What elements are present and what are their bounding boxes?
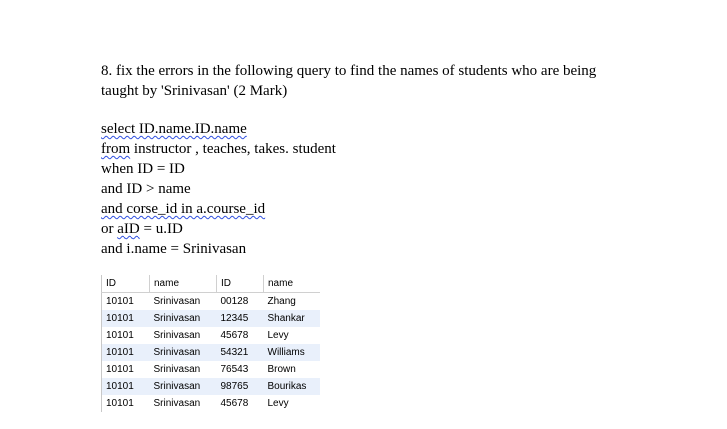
query-line-select	[101, 119, 336, 139]
question-text	[101, 61, 661, 101]
query-or-rest: = u.ID	[139, 221, 183, 237]
table-row	[102, 344, 321, 361]
table-row	[102, 395, 321, 412]
cell-name: Srinivasan	[150, 344, 217, 361]
query-line-and-2	[101, 199, 336, 219]
column-header-name: name	[150, 275, 217, 293]
cell-id-2: 00128	[220, 296, 249, 307]
cell-id: 10101	[102, 344, 150, 361]
cell-name-2: Zhang	[267, 296, 296, 307]
cell-id-2: 12345	[217, 310, 264, 327]
query-or-field: aID	[117, 221, 140, 237]
cell-id-2: 54321	[217, 344, 264, 361]
query-when-text: when ID = ID	[101, 161, 185, 177]
cell-id: 10101	[102, 293, 150, 311]
cell-name-2: Bourikas	[264, 378, 321, 395]
query-line-when	[101, 159, 336, 179]
question-line-1: 8. fix the errors in the following query to find the names of students who are being	[101, 63, 597, 79]
query-line-and-1	[101, 179, 336, 199]
cell-name-2: Brown	[267, 364, 296, 375]
query-line-or	[101, 219, 336, 239]
cell-name: Srinivasan	[153, 364, 201, 375]
cell-id-2: 45678	[220, 398, 249, 409]
cell-name: Srinivasan	[153, 296, 201, 307]
table-row	[102, 327, 321, 344]
table-row	[102, 310, 321, 327]
table-row	[102, 361, 321, 378]
cell-name-2: Levy	[267, 398, 289, 409]
query-line-and-3	[101, 239, 336, 259]
cell-id-2: 45678	[220, 330, 249, 341]
cell-name: Srinivasan	[153, 330, 201, 341]
cell-name-2: Shankar	[264, 310, 321, 327]
query-and-2-text: and corse_id in a.course_id	[101, 201, 266, 217]
table-row	[102, 293, 321, 311]
query-result-table	[101, 275, 320, 412]
cell-id-2: 76543	[220, 364, 249, 375]
cell-id: 10101	[102, 361, 150, 378]
cell-id: 10101	[102, 327, 150, 344]
sql-query	[101, 119, 336, 259]
query-and-1-text: and ID > name	[101, 181, 191, 197]
query-from-keyword: from	[101, 141, 131, 157]
cell-id: 10101	[102, 395, 150, 412]
column-header-id-2: ID	[217, 275, 264, 293]
table-row	[102, 378, 321, 395]
query-line-from	[101, 139, 336, 159]
question-line-2: taught by 'Srinivasan' (2 Mark)	[101, 83, 288, 99]
cell-id: 10101	[102, 378, 150, 395]
table-header-row	[102, 275, 321, 293]
cell-name: Srinivasan	[153, 398, 201, 409]
column-header-id: ID	[102, 275, 150, 293]
cell-name-2: Levy	[267, 330, 289, 341]
column-header-name-2: name	[264, 275, 321, 293]
cell-id: 10101	[102, 310, 150, 327]
cell-name: Srinivasan	[150, 378, 217, 395]
query-from-tables: instructor , teaches, takes. student	[130, 141, 336, 157]
query-and-3-text: and i.name = Srinivasan	[101, 241, 247, 257]
cell-name-2: Williams	[264, 344, 321, 361]
query-or-keyword: or	[101, 221, 118, 237]
cell-id-2: 98765	[217, 378, 264, 395]
cell-name: Srinivasan	[150, 310, 217, 327]
query-select-text: select ID.name.ID.name	[101, 121, 247, 137]
